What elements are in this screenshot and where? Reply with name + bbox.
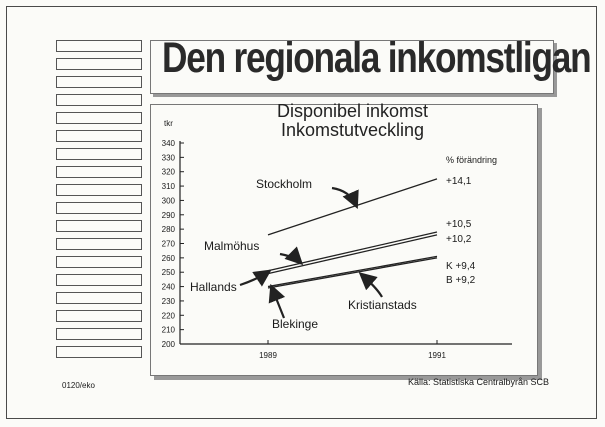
y-axis-label: tkr bbox=[164, 119, 173, 128]
y-tick-label: 200 bbox=[161, 340, 175, 349]
series-name-label: Blekinge bbox=[272, 317, 319, 331]
chart-title: Disponibel inkomst bbox=[276, 101, 429, 121]
pointer-arrow bbox=[332, 188, 356, 205]
slide-code: 0120/eko bbox=[62, 381, 95, 390]
y-tick-label: 220 bbox=[161, 311, 175, 321]
y-tick-label: 340 bbox=[161, 139, 175, 148]
series-name-label: Kristianstads bbox=[348, 298, 417, 312]
pointer-arrow bbox=[272, 288, 284, 318]
x-tick-label: 1991 bbox=[428, 351, 446, 360]
series-name-label: Stockholm bbox=[256, 177, 313, 191]
source-note: Källa: Statistiska Centralbyrån SCB bbox=[408, 377, 550, 387]
y-tick-label: 290 bbox=[161, 210, 175, 220]
y-tick-label: 270 bbox=[161, 239, 175, 249]
y-tick-label: 280 bbox=[161, 225, 175, 235]
series-line bbox=[268, 256, 437, 286]
y-tick-label: 300 bbox=[161, 196, 175, 206]
change-label: +14,1 bbox=[446, 176, 472, 187]
y-tick-label: 230 bbox=[161, 296, 175, 306]
series-name-label: Hallands bbox=[190, 280, 237, 294]
pointer-arrow bbox=[362, 275, 382, 297]
change-label: K +9,4 bbox=[446, 261, 476, 272]
main-title: Den regionala inkomstligan bbox=[162, 34, 591, 82]
y-tick-label: 210 bbox=[161, 325, 175, 335]
chart-subtitle: Inkomstutveckling bbox=[280, 120, 425, 140]
pointer-arrow bbox=[280, 254, 300, 262]
change-label: +10,2 bbox=[446, 234, 472, 245]
series-name-label: Malmöhus bbox=[204, 239, 260, 253]
series-line bbox=[268, 258, 437, 288]
y-tick-label: 310 bbox=[161, 182, 175, 192]
y-tick-label: 320 bbox=[161, 167, 175, 177]
series-line bbox=[268, 232, 437, 271]
pointer-arrow bbox=[240, 272, 268, 285]
change-label: B +9,2 bbox=[446, 275, 476, 286]
change-header: % förändring bbox=[446, 155, 498, 165]
series-line bbox=[268, 235, 437, 274]
change-label: +10,5 bbox=[446, 219, 472, 230]
y-tick-label: 240 bbox=[161, 282, 175, 292]
y-tick-label: 330 bbox=[161, 153, 175, 163]
y-tick-label: 250 bbox=[161, 268, 175, 278]
x-tick-label: 1989 bbox=[259, 351, 277, 360]
y-tick-label: 260 bbox=[161, 253, 175, 263]
